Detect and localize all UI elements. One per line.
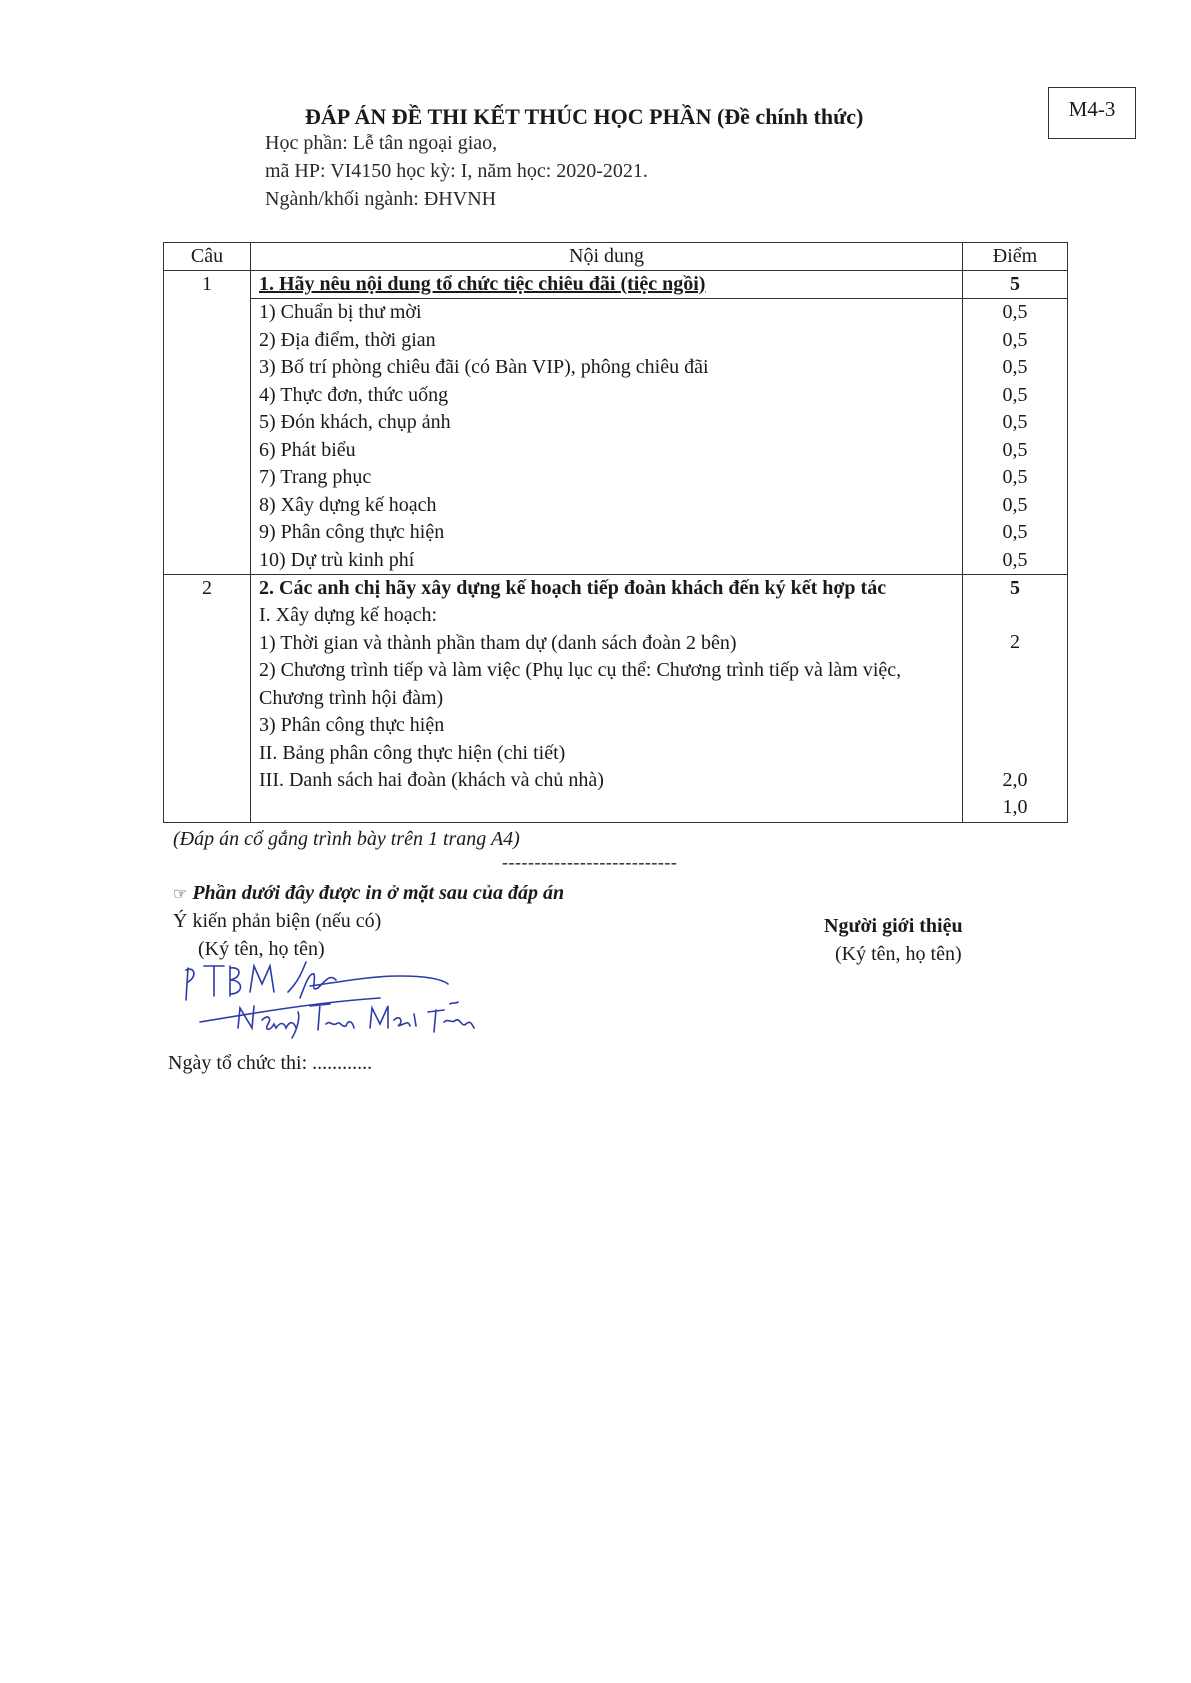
table-header-row	[164, 243, 1068, 271]
answer-item: II. Bảng phân công thực hiện (chi tiết)	[259, 741, 566, 764]
item-points: 0,5	[1002, 493, 1028, 516]
item-points: 0,5	[1002, 383, 1028, 406]
document-title: ĐÁP ÁN ĐỀ THI KẾT THÚC HỌC PHẦN (Đề chính thức)	[305, 104, 864, 129]
col-header-question: Câu	[164, 243, 251, 271]
item-points: 0,5	[1002, 548, 1028, 571]
item-points: 0,5	[1002, 328, 1028, 351]
item-points: 0,5	[1002, 356, 1028, 378]
answer-item: 3) Phân công thực hiện	[259, 714, 445, 736]
hand-pointer-icon: ☞	[173, 886, 188, 903]
question-number: 1	[164, 271, 251, 575]
reviewer-sign-hint: (Ký tên, họ tên)	[198, 938, 325, 960]
answer-item: 2) Địa điểm, thời gian	[259, 328, 436, 351]
question-total-points: 5	[1010, 577, 1020, 599]
item-points: 0,5	[1002, 301, 1028, 323]
reviewer-label: Ý kiến phản biện (nếu có)	[173, 910, 382, 932]
exam-date: Ngày tổ chức thi: ............	[168, 1052, 373, 1074]
item-points: 0,5	[1002, 466, 1028, 488]
separator-line: ---------------------------	[502, 852, 678, 872]
question-total-points: 5	[963, 271, 1067, 299]
answer-item: 2) Chương trình tiếp và làm việc (Phụ lục cụ thể: Chương trình tiếp và làm việc, Chương trình hội đàm)	[259, 659, 902, 709]
course-code: mã HP: VI4150 học kỳ: I, năm học: 2020-2021.	[265, 160, 648, 182]
introducer-label: Người giới thiệu	[824, 915, 963, 937]
major: Ngành/khối ngành: ĐHVNH	[265, 188, 497, 210]
item-points: 1,0	[1002, 796, 1028, 818]
col-header-content: Nội dung	[251, 243, 963, 271]
answer-item: 1) Thời gian và thành phần tham dự (danh sách đoàn 2 bên)	[259, 631, 737, 654]
item-points: 0,5	[1002, 411, 1028, 433]
question-title: 1. Hãy nêu nội dung tổ chức tiệc chiêu đãi (tiệc ngồi)	[251, 271, 962, 299]
document-code-box: M4-3	[1048, 87, 1136, 139]
answer-item: 4) Thực đơn, thức uống	[259, 383, 449, 406]
answer-item: 8) Xây dựng kế hoạch	[259, 493, 437, 516]
question-content	[251, 575, 963, 823]
answer-table	[163, 242, 1068, 823]
question-title: 2. Các anh chị hãy xây dựng kế hoạch tiếp đoàn khách đến ký kết hợp tác	[259, 577, 887, 599]
answer-item: 7) Trang phục	[259, 466, 372, 488]
question-points	[963, 271, 1068, 575]
answer-item: III. Danh sách hai đoàn (khách và chủ nhà)	[259, 769, 604, 791]
question-number: 2	[164, 575, 251, 823]
note-text: (Đáp án cố gắng trình bày trên 1 trang A4)	[173, 828, 520, 850]
item-points: 0,5	[1002, 438, 1028, 461]
item-points: 2	[1010, 631, 1020, 653]
course-name: Học phần: Lễ tân ngoại giao,	[265, 132, 498, 154]
item-points: 0,5	[1002, 521, 1028, 543]
answer-item: 5) Đón khách, chụp ảnh	[259, 411, 451, 433]
question-row-2	[164, 575, 1068, 823]
answer-item: 10) Dự trù kinh phí	[259, 548, 415, 571]
answer-item: I. Xây dựng kế hoạch:	[259, 604, 438, 626]
question-content	[251, 271, 963, 575]
reviewer-signature	[180, 958, 520, 1048]
answer-item: 1) Chuẩn bị thư mời	[259, 301, 422, 323]
item-points: 2,0	[1002, 768, 1028, 791]
answer-item: 6) Phát biểu	[259, 438, 356, 461]
answer-item: 3) Bố trí phòng chiêu đãi (có Bàn VIP), phông chiêu đãi	[259, 356, 709, 378]
question-points	[963, 575, 1068, 823]
answer-item: 9) Phân công thực hiện	[259, 521, 445, 543]
question-row-1	[164, 271, 1068, 575]
col-header-points: Điểm	[963, 243, 1068, 271]
back-note: ☞ Phần dưới đây được in ở mặt sau của đáp án	[173, 882, 565, 904]
introducer-sign-hint: (Ký tên, họ tên)	[835, 943, 962, 965]
